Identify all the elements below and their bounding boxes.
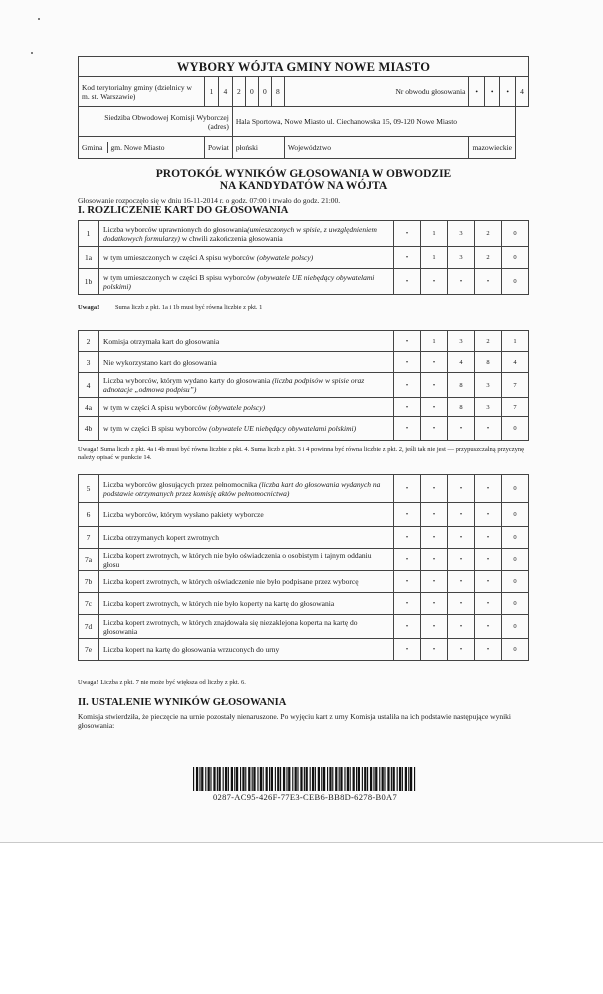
barcode-bar xyxy=(277,767,279,791)
table-row xyxy=(79,475,529,503)
barcode-bar xyxy=(269,767,270,791)
barcode-bar xyxy=(362,767,363,791)
digit-cell: • xyxy=(475,639,502,661)
row-number: 2 xyxy=(79,331,99,352)
barcode-bar xyxy=(242,767,244,791)
code-digit: 8 xyxy=(271,77,284,107)
barcode-bar xyxy=(286,767,287,791)
barcode-bar xyxy=(410,767,412,791)
digit-cell: • xyxy=(394,398,421,417)
row-number: 1 xyxy=(79,221,99,247)
barcode-bar xyxy=(384,767,385,791)
barcode-bar xyxy=(339,767,340,791)
circuit-number-label: Nr obwodu głosowania xyxy=(284,77,469,107)
circuit-digit: • xyxy=(500,77,516,107)
barcode-bar xyxy=(318,767,320,791)
digit-cell: • xyxy=(475,571,502,593)
header-table xyxy=(78,76,529,159)
digit-cell: • xyxy=(394,571,421,593)
circuit-digit: 4 xyxy=(516,77,529,107)
barcode-bar xyxy=(205,767,206,791)
barcode-bar xyxy=(208,767,210,791)
barcode-bar xyxy=(266,767,268,791)
digit-cell: 7 xyxy=(502,373,529,398)
barcode-bar xyxy=(399,767,401,791)
digit-cell: • xyxy=(475,269,502,295)
digit-cell: • xyxy=(421,615,448,639)
digit-cell: 0 xyxy=(502,593,529,615)
digit-cell: 3 xyxy=(448,247,475,269)
row-number: 7d xyxy=(79,615,99,639)
digit-cell: 1 xyxy=(421,221,448,247)
digit-cell: • xyxy=(394,247,421,269)
code-digit: 4 xyxy=(218,77,232,107)
table-row xyxy=(79,639,529,661)
digit-cell: • xyxy=(421,503,448,527)
digit-cell: • xyxy=(394,373,421,398)
scan-speck xyxy=(38,18,40,20)
barcode-bar xyxy=(275,767,276,791)
digit-cell: • xyxy=(394,269,421,295)
digit-cell: • xyxy=(448,503,475,527)
row-text: w tym umieszczonych w części A spisu wyborców xyxy=(103,253,257,262)
row-description xyxy=(99,571,394,593)
digit-cell: • xyxy=(394,527,421,549)
barcode-bar xyxy=(228,767,229,791)
digit-cell: • xyxy=(448,475,475,503)
row-text: w tym umieszczonych w części B spisu wyborców xyxy=(103,272,258,282)
table-row xyxy=(79,615,529,639)
protocol-title xyxy=(78,168,529,192)
digit-cell: • xyxy=(448,615,475,639)
row-description xyxy=(99,417,394,441)
table-row xyxy=(79,503,529,527)
barcode-text: 0287-AC95-426F-77E3-CEB6-BB8D-6278-B0A7 xyxy=(212,792,398,802)
barcode-bar xyxy=(310,767,311,791)
row-text: Liczba wyborców, którym wysłano pakiety wyborcze xyxy=(103,510,264,519)
row-description xyxy=(99,593,394,615)
barcode-bar xyxy=(231,767,233,791)
barcode-bar xyxy=(321,767,322,791)
digit-cell: • xyxy=(448,549,475,571)
row-description xyxy=(99,331,394,352)
digit-cell: 2 xyxy=(475,221,502,247)
digit-cell: • xyxy=(448,639,475,661)
barcode-bar xyxy=(225,767,227,791)
voting-time-text: Głosowanie rozpoczęło się w dniu 16-11-2014 r. o godz. 07:00 i trwało do godz. 21:00. xyxy=(78,196,341,205)
digit-cell: 0 xyxy=(502,571,529,593)
digit-cell: • xyxy=(475,615,502,639)
barcode-bar xyxy=(210,767,211,791)
barcode-bar xyxy=(280,767,281,791)
digit-cell: 0 xyxy=(502,417,529,441)
row-text: Nie wykorzystano kart do głosowania xyxy=(103,357,217,367)
row-text: Liczba wyborców głosujących przez pełnomocnika xyxy=(103,479,259,489)
digit-cell: • xyxy=(475,527,502,549)
row-number: 7a xyxy=(79,549,99,571)
barcode-bar xyxy=(315,767,316,791)
digit-cell: • xyxy=(394,352,421,373)
barcode-bar xyxy=(323,767,325,791)
barcode-bar xyxy=(367,767,368,791)
barcode-bar xyxy=(312,767,314,791)
digit-cell: 4 xyxy=(448,352,475,373)
row-description xyxy=(99,221,394,247)
gmina-value: gm. Nowe Miasto xyxy=(110,143,165,152)
row-text-italic: (obywatele polscy) xyxy=(208,402,266,412)
digit-cell: 8 xyxy=(448,398,475,417)
row-description xyxy=(99,269,394,295)
digit-cell: • xyxy=(421,475,448,503)
barcode-bar xyxy=(193,767,194,791)
barcode-bar xyxy=(253,767,255,791)
digit-cell: • xyxy=(421,549,448,571)
barcode-bar xyxy=(288,767,290,791)
digit-cell: • xyxy=(421,373,448,398)
digit-cell: 7 xyxy=(502,398,529,417)
barcode-bar xyxy=(358,767,360,791)
row-description xyxy=(99,615,394,639)
row-text-italic: (liczba podpisów w spisie oraz adnotacje „odmowa podpisu”) xyxy=(103,376,365,394)
barcode-bar xyxy=(379,767,380,791)
row-number: 4b xyxy=(79,417,99,441)
row-description xyxy=(99,475,394,503)
protocol-title-line-1: PROTOKÓŁ WYNIKÓW GŁOSOWANIA W OBWODZIE xyxy=(155,168,452,180)
digit-cell: • xyxy=(421,269,448,295)
barcode-bar xyxy=(283,767,285,791)
gmina-row xyxy=(79,137,205,159)
barcode-bar xyxy=(405,767,407,791)
digit-cell: 0 xyxy=(502,269,529,295)
barcode-bar xyxy=(340,767,342,791)
barcode-bar xyxy=(260,767,262,791)
barcode-bar xyxy=(213,767,215,791)
barcode-bar xyxy=(370,767,372,791)
commission-seat-label: Siedziba Obwodowej Komisji Wyborczej (adres) xyxy=(79,107,233,137)
table-row xyxy=(79,549,529,571)
row-description xyxy=(99,503,394,527)
table-row xyxy=(79,352,529,373)
digit-cell: • xyxy=(394,503,421,527)
voivodeship-value: mazowieckie xyxy=(469,137,516,159)
row-description xyxy=(99,549,394,571)
barcode-bar xyxy=(327,767,328,791)
ballot-accounting-block-1 xyxy=(78,220,529,295)
digit-cell: 0 xyxy=(502,247,529,269)
scan-speck xyxy=(31,52,33,54)
code-digit: 1 xyxy=(205,77,219,107)
row-text: Liczba kopert zwrotnych, w których nie było koperty na kartę do głosowania xyxy=(103,599,335,608)
digit-cell: • xyxy=(448,417,475,441)
barcode-bar xyxy=(252,767,253,791)
row-text: w tym w części A spisu wyborców xyxy=(103,402,209,412)
barcode-bar xyxy=(271,767,273,791)
code-digit: 0 xyxy=(258,77,271,107)
barcode-bar xyxy=(199,767,200,791)
barcode-bar xyxy=(393,767,395,791)
barcode-bar xyxy=(240,767,241,791)
section-2-text: Komisja stwierdziła, że pieczęcie na urnie pozostały nienaruszone. Po wyjęciu kart z urny Komisja ustaliła na ich podstawie następujące wyniki głosowania: xyxy=(78,712,511,730)
barcode-bar xyxy=(295,767,297,791)
digit-cell: • xyxy=(394,331,421,352)
row-description xyxy=(99,639,394,661)
row-text-italic: (obywatele UE niebędący obywatelami polskimi) xyxy=(103,272,375,291)
circuit-digit: • xyxy=(484,77,500,107)
row-number: 7 xyxy=(79,527,99,549)
powiat-label: Powiat xyxy=(205,137,233,159)
digit-cell: • xyxy=(421,571,448,593)
digit-cell: 1 xyxy=(421,331,448,352)
table-row xyxy=(79,398,529,417)
note-1 xyxy=(78,304,529,312)
digit-cell: • xyxy=(475,503,502,527)
digit-cell: • xyxy=(394,639,421,661)
row-description xyxy=(99,352,394,373)
barcode-bar xyxy=(234,767,235,791)
digit-cell: • xyxy=(394,417,421,441)
digit-cell: 0 xyxy=(502,475,529,503)
row-number: 7c xyxy=(79,593,99,615)
digit-cell: 2 xyxy=(475,247,502,269)
row-text-italic: (liczba kart do głosowania wydanych na podstawie otrzymanych przez komisję aktów pełnomocnictwa) xyxy=(103,479,381,498)
election-title: WYBORY WÓJTA GMINY NOWE MIASTO xyxy=(78,56,529,76)
digit-cell: • xyxy=(448,269,475,295)
ballot-accounting-block-2 xyxy=(78,330,529,441)
row-text-italic: (obywatele UE niebędący obywatelami polskimi) xyxy=(209,424,357,433)
note-1-label: Uwaga! xyxy=(78,304,100,311)
digit-cell: 3 xyxy=(475,398,502,417)
digit-cell: 3 xyxy=(448,221,475,247)
barcode-bar xyxy=(382,767,384,791)
digit-cell: 0 xyxy=(502,503,529,527)
barcode-bar xyxy=(353,767,355,791)
barcode-bar xyxy=(335,767,337,791)
digit-cell: 0 xyxy=(502,527,529,549)
barcode-bar xyxy=(397,767,398,791)
blank-area xyxy=(0,844,603,994)
note-1-text: Suma liczb z pkt. 1a i 1b musi być równa liczbie z pkt. 1 xyxy=(114,304,263,311)
barcode-bar xyxy=(391,767,392,791)
barcode-bar xyxy=(201,767,203,791)
digit-cell: • xyxy=(394,221,421,247)
row-number: 7b xyxy=(79,571,99,593)
digit-cell: 2 xyxy=(475,331,502,352)
digit-cell: • xyxy=(421,639,448,661)
digit-cell: • xyxy=(394,615,421,639)
row-number: 1a xyxy=(79,247,99,269)
digit-cell: 8 xyxy=(475,352,502,373)
digit-cell: 0 xyxy=(502,221,529,247)
gmina-label: Gmina xyxy=(79,142,107,153)
barcode-bar xyxy=(329,767,331,791)
barcode-bar xyxy=(263,767,264,791)
row-text-italic: (obywatele polscy) xyxy=(256,253,314,262)
table-row xyxy=(79,417,529,441)
table-row xyxy=(79,593,529,615)
barcode-bar xyxy=(375,767,377,791)
row-description xyxy=(99,247,394,269)
digit-cell: • xyxy=(475,593,502,615)
section-2-title: II. USTALENIE WYNIKÓW GŁOSOWANIA xyxy=(78,697,287,708)
table-row xyxy=(79,571,529,593)
barcode-bar xyxy=(344,767,345,791)
row-text: Liczba kopert zwrotnych, w których znajdowała się niezaklejona koperta na kartę do głosowania xyxy=(103,617,358,636)
territorial-code-label: Kod terytorialny gminy (dzielnicy w m. st. Warszawie) xyxy=(79,77,205,107)
barcode-bar xyxy=(347,767,349,791)
barcode-bar xyxy=(196,767,198,791)
barcode-bar xyxy=(300,767,302,791)
circuit-digit: • xyxy=(469,77,485,107)
code-digit: 2 xyxy=(232,77,245,107)
barcode-bar xyxy=(223,767,224,791)
barcode-bar xyxy=(414,767,415,791)
barcode-bar xyxy=(248,767,250,791)
row-text-italic: (umieszczonych w spisie, z uwzględnieniem dodatkowych formularzy) xyxy=(103,224,377,243)
voivodeship-label: Województwo xyxy=(284,137,469,159)
barcode-bar xyxy=(304,767,305,791)
protocol-title-line-2: NA KANDYDATÓW NA WÓJTA xyxy=(219,180,388,192)
barcode-bar xyxy=(245,767,246,791)
table-row xyxy=(79,373,529,398)
barcode-bar xyxy=(292,767,293,791)
note-3: Uwaga! Liczba z pkt. 7 nie może być większa od liczby z pkt. 6. xyxy=(78,679,246,686)
commission-seat-value: Hala Sportowa, Nowe Miasto ul. Ciechanowska 15, 09-120 Nowe Miasto xyxy=(232,107,515,137)
row-number: 5 xyxy=(79,475,99,503)
ballot-accounting-block-3 xyxy=(78,474,529,661)
digit-cell: 4 xyxy=(502,352,529,373)
row-number: 4 xyxy=(79,373,99,398)
digit-cell: 1 xyxy=(502,331,529,352)
row-text-tail: w chwili zakończenia głosowania xyxy=(179,233,283,243)
digit-cell: • xyxy=(421,527,448,549)
code-digit: 0 xyxy=(245,77,258,107)
digit-cell: 1 xyxy=(421,247,448,269)
row-text: Liczba kopert na kartę do głosowania wrzuconych do urny xyxy=(103,645,280,654)
row-number: 1b xyxy=(79,269,99,295)
digit-cell: 0 xyxy=(502,549,529,571)
digit-cell: • xyxy=(475,417,502,441)
digit-cell: • xyxy=(448,593,475,615)
digit-cell: • xyxy=(421,417,448,441)
table-row xyxy=(79,331,529,352)
digit-cell: 0 xyxy=(502,615,529,639)
digit-cell: 0 xyxy=(502,639,529,661)
row-text: Liczba kopert zwrotnych, w których oświadczenie nie było podpisane przez wyborcę xyxy=(103,577,359,586)
note-2: Uwaga! Suma liczb z pkt. 4a i 4b musi być równa liczbie z pkt. 4. Suma liczb z pkt. 3 i 4 powinna być równa liczbie z pkt. 2, jeśli tak nie jest — przypuszczalną przyczynę należy opisać w punkcie 14. xyxy=(78,446,525,461)
barcode-bar xyxy=(306,767,308,791)
row-text: Liczba wyborców, którym wydano karty do głosowania xyxy=(103,376,273,385)
barcode-bar xyxy=(257,767,258,791)
row-number: 3 xyxy=(79,352,99,373)
barcode-bar xyxy=(356,767,357,791)
table-row xyxy=(79,247,529,269)
digit-cell: • xyxy=(394,475,421,503)
row-text: Liczba wyborców uprawnionych do głosowania xyxy=(103,224,248,234)
row-description xyxy=(99,373,394,398)
barcode-bar xyxy=(373,767,374,791)
table-row xyxy=(79,527,529,549)
table-row xyxy=(79,221,529,247)
barcode-bar xyxy=(332,767,333,791)
digit-cell: • xyxy=(448,527,475,549)
digit-cell: 3 xyxy=(475,373,502,398)
table-row xyxy=(79,269,529,295)
barcode-bar xyxy=(402,767,403,791)
barcode-bar xyxy=(408,767,409,791)
barcode-bar xyxy=(217,767,218,791)
row-description xyxy=(99,527,394,549)
digit-cell: 3 xyxy=(448,331,475,352)
digit-cell: • xyxy=(448,571,475,593)
barcode-bar xyxy=(364,767,366,791)
powiat-value: płoński xyxy=(232,137,284,159)
barcode-bar xyxy=(387,767,389,791)
digit-cell: • xyxy=(394,593,421,615)
barcode-bar xyxy=(236,767,238,791)
barcode-bar xyxy=(219,767,221,791)
digit-cell: • xyxy=(421,352,448,373)
digit-cell: • xyxy=(421,398,448,417)
digit-cell: 8 xyxy=(448,373,475,398)
row-text: Liczba otrzymanych kopert zwrotnych xyxy=(103,533,219,542)
digit-cell: • xyxy=(421,593,448,615)
row-number: 7e xyxy=(79,639,99,661)
row-number: 6 xyxy=(79,503,99,527)
row-text: w tym w części B spisu wyborców xyxy=(103,424,210,433)
row-description xyxy=(99,398,394,417)
digit-cell: • xyxy=(475,549,502,571)
section-1-title: I. ROZLICZENIE KART DO GŁOSOWANIA xyxy=(78,205,289,216)
barcode-bar xyxy=(297,767,298,791)
row-text: Liczba kopert zwrotnych, w których nie było oświadczenia o osobistym i tajnym oddaniu głosu xyxy=(103,550,372,569)
row-text: Komisja otrzymała kart do głosowania xyxy=(103,336,220,346)
digit-cell: • xyxy=(475,475,502,503)
barcode-bar xyxy=(350,767,351,791)
barcode xyxy=(193,767,417,791)
digit-cell: • xyxy=(394,549,421,571)
row-number: 4a xyxy=(79,398,99,417)
